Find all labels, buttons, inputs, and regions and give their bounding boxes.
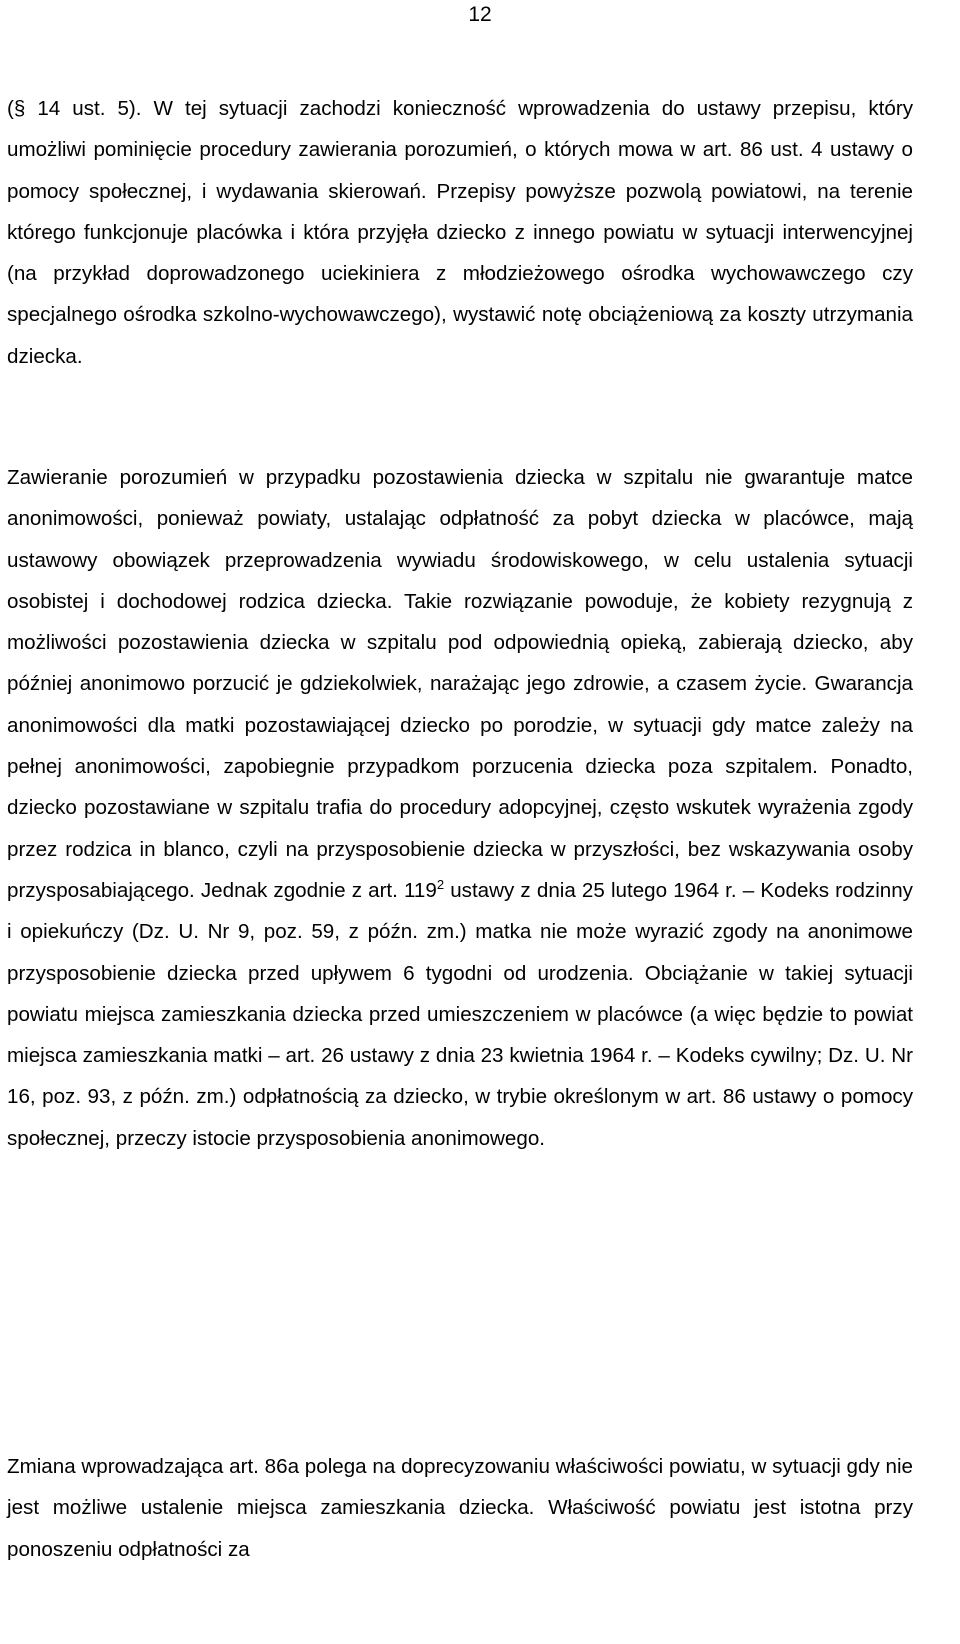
paragraph-intro [7, 88, 913, 377]
page-number: 12 [468, 3, 492, 26]
paragraph-text [7, 457, 913, 1159]
superscript: 2 [436, 876, 445, 892]
paragraph-text: (§ 14 ust. 5). W tej sytuacji zachodzi konieczność wprowadzenia do ustawy przepisu, który umożliwi pominięcie procedury zawierania porozumień, o których mowa w art. 86 ust. 4 ustawy o pomocy społecznej, i wydawania skierowań. Przepisy powyższe pozwolą powiatowi, na terenie którego funkcjonuje placówka i która przyjęła dziecko z innego powiatu w sytuacji interwencyjnej (na przykład doprowadzonego uciekiniera z młodzieżowego ośrodka wychowawczego czy specjalnego ośrodka szkolno-wychowawczego), wystawić notę obciążeniową za koszty utrzymania dziecka. [7, 97, 913, 368]
paragraph-art-86a [7, 1446, 913, 1570]
paragraph-text-before-superscript: Zawieranie porozumień w przypadku pozostawienia dziecka w szpitalu nie gwarantuje matce anonimowości, ponieważ powiaty, ustalając odpłatność za pobyt dziecka w placówce, mają ustawowy obowiązek przeprowadzenia wywiadu środowiskowego, w celu ustalenia sytuacji osobistej i dochodowej rodzica dziecka. Takie rozwiązanie powoduje, że kobiety rezygnują z możliwości pozostawienia dziecka w szpitalu pod odpowiednią opieką, zabierają dziecko, aby później anonimowo porzucić je gdziekolwiek, narażając jego zdrowie, a czasem życie. Gwarancja anonimowości dla matki pozostawiającej dziecko po porodzie, w sytuacji gdy matce zależy na pełnej anonimowości, zapobiegnie przypadkom porzucenia dziecka poza szpitalem. Ponadto, dziecko pozostawiane w szpitalu trafia do procedury adopcyjnej, często wskutek wyrażenia zgody przez rodzica in blanco, czyli na przysposobienie dziecka w przyszłości, bez wskazywania osoby przysposabiającego. Jednak zgodnie z art. 119 [7, 466, 913, 902]
paragraph-text-after-superscript: ustawy z dnia 25 lutego 1964 r. – Kodeks rodzinny i opiekuńczy (Dz. U. Nr 9, poz. 59, z późn. zm.) matka nie może wyrazić zgody na anonimowe przysposobienie dziecka przed upływem 6 tygodni od urodzenia. Obciążanie w takiej sytuacji powiatu miejsca zamieszkania dziecka przed umieszczeniem w placówce (a więc będzie to powiat miejsca zamieszkania matki – art. 26 ustawy z dnia 23 kwietnia 1964 r. – Kodeks cywilny; Dz. U. Nr 16, poz. 93, z późn. zm.) odpłatnością za dziecko, w trybie określonym w art. 86 ustawy o pomocy społecznej, przeczy istocie przysposobienia anonimowego. [7, 878, 913, 1150]
paragraph-anonymity [7, 457, 913, 1159]
paragraph-text: Zmiana wprowadzająca art. 86a polega na doprecyzowaniu właściwości powiatu, w sytuacji gdy nie jest możliwe ustalenie miejsca zamieszkania dziecka. Właściwość powiatu jest istotna przy ponoszeniu odpłatności za [7, 1455, 913, 1561]
